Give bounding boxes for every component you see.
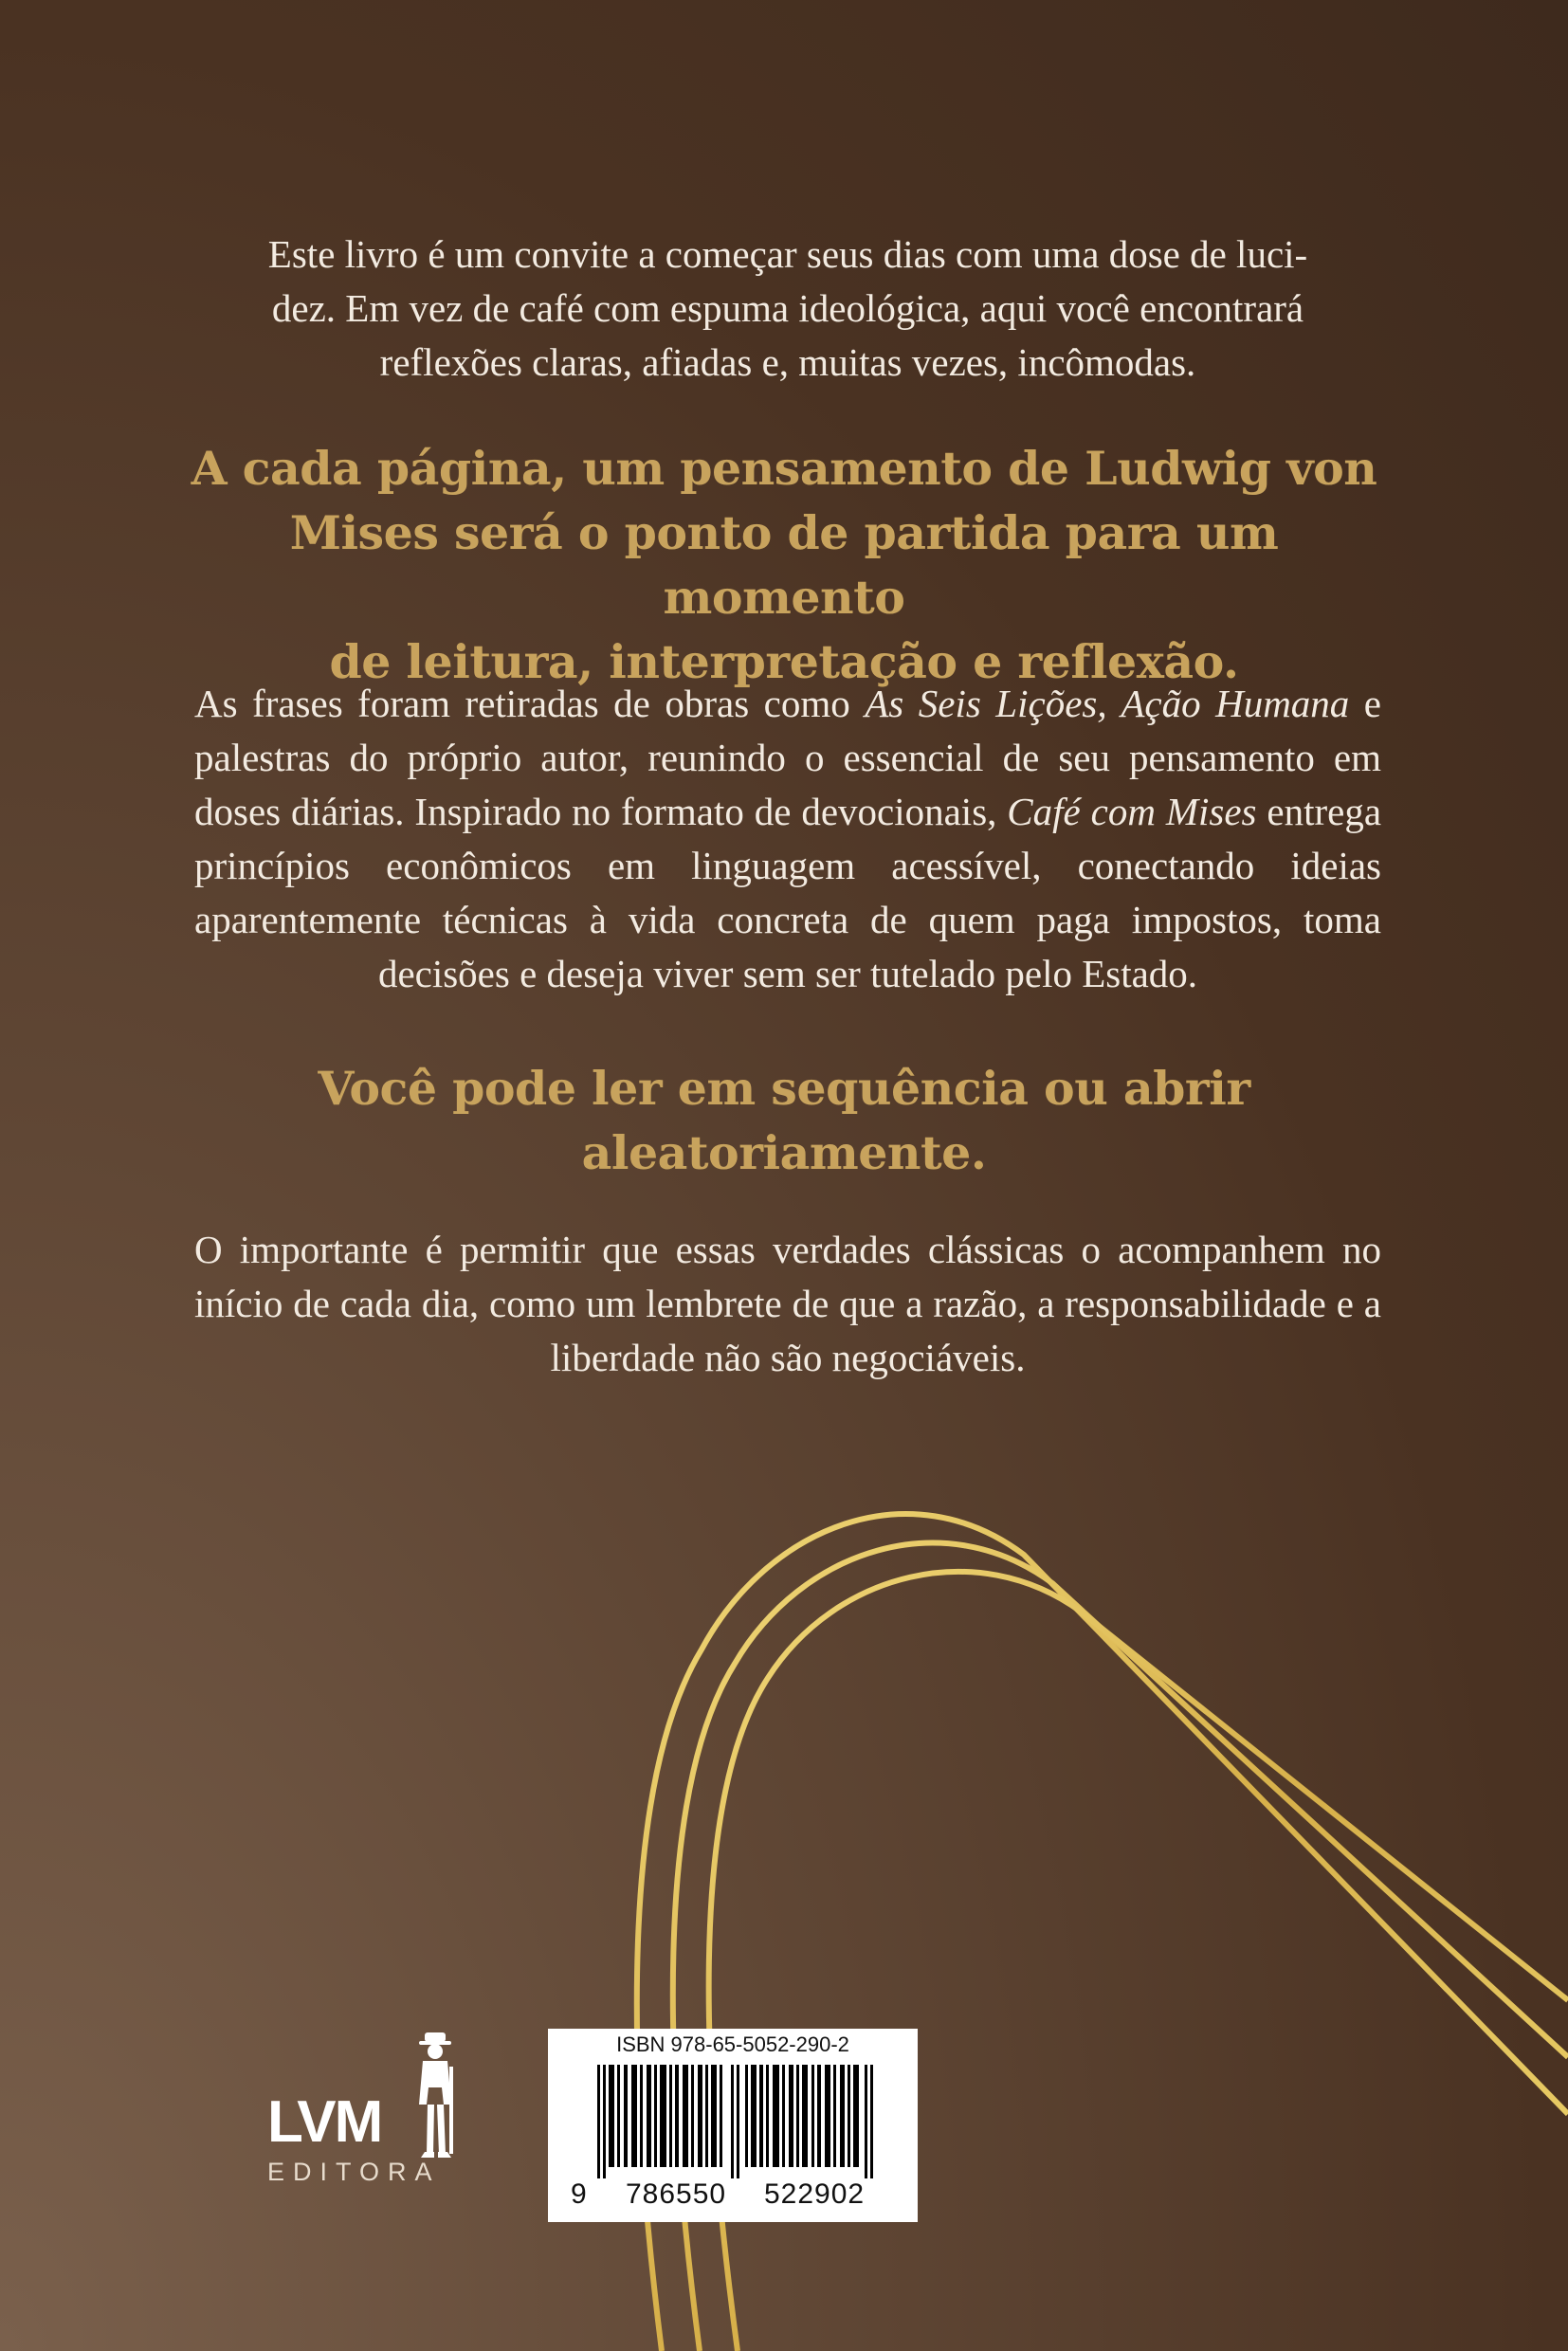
intro-line-2: dez. Em vez de café com espuma ideológica, aqui você encontrará bbox=[271, 286, 1304, 330]
intro-line-3: reflexões claras, afiadas e, muitas vezes, incômodas. bbox=[379, 340, 1196, 384]
book-title-cafe-com-mises: Café com Mises bbox=[1007, 790, 1257, 833]
highlight-1-line-1: A cada página, um pensamento de Ludwig von bbox=[191, 441, 1377, 496]
barcode-icon bbox=[595, 2065, 880, 2178]
barcode-panel bbox=[548, 2029, 918, 2222]
barcode-digit-first: 9 bbox=[571, 2178, 588, 2210]
highlight-1-line-2: Mises será o ponto de partida para um momento bbox=[289, 505, 1279, 625]
isbn-label: ISBN 978-65-5052-290-2 bbox=[616, 2032, 849, 2056]
highlight-2-line-2: aleatoriamente. bbox=[581, 1125, 987, 1180]
highlight-2-line-1: Você pode ler em sequência ou abrir bbox=[318, 1061, 1250, 1116]
barcode-digits-left: 786550 bbox=[626, 2178, 727, 2210]
publisher-logo bbox=[256, 2029, 474, 2199]
closing-paragraph: O importante é permitir que essas verdades clássicas o acompanhem no início de cada dia, como um lembrete de que a razão, a responsabilidade e a liberdade não são negociáveis. bbox=[194, 1228, 1381, 1379]
sources-text-3: entrega princípios econômicos em linguagem acessível, conectando ideias aparentemente técnicas à vida concreta de quem paga impostos, toma decisões e deseja viver sem ser tutelado pelo Estado. bbox=[194, 790, 1382, 995]
logo-lvm-text: LVM bbox=[267, 2089, 382, 2155]
sources-text-2: e palestras do próprio autor, reunindo o essencial de seu pensamento em doses diárias. Inspirado no formato de devocionais, bbox=[194, 682, 1382, 833]
book-titles: As Seis Lições, Ação Humana bbox=[865, 682, 1350, 725]
sources-text-1: As frases foram retiradas de obras como bbox=[194, 682, 866, 725]
barcode-digits-right: 522902 bbox=[764, 2178, 866, 2210]
highlight-1-line-3: de leitura, interpretação e reflexão. bbox=[329, 634, 1239, 689]
man-with-hat-icon bbox=[408, 2029, 465, 2161]
intro-line-1: Este livro é um convite a começar seus dias com uma dose de luci- bbox=[267, 232, 1308, 276]
logo-editora-text: EDITORA bbox=[267, 2158, 441, 2186]
